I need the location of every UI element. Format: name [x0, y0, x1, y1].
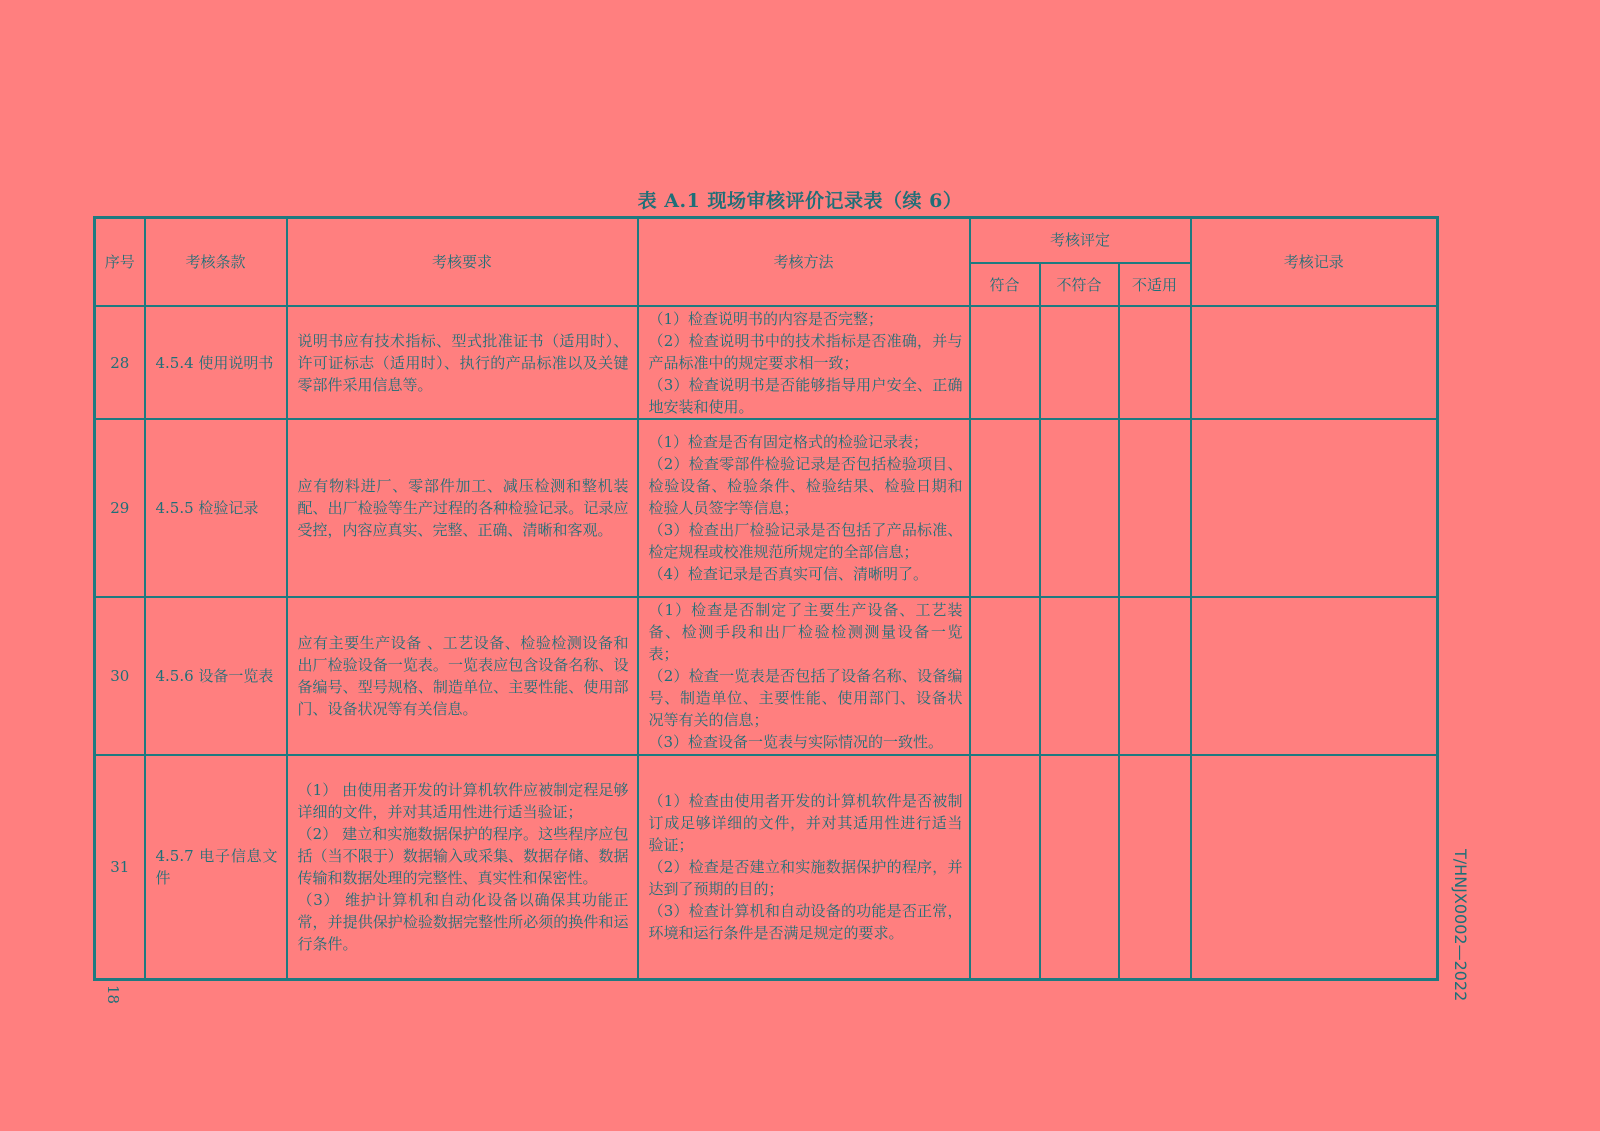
page-number: 18	[104, 985, 122, 1005]
row-conform-cell[interactable]	[970, 755, 1040, 980]
row-seq: 28	[95, 306, 145, 419]
row-not-applicable-cell[interactable]	[1119, 597, 1191, 754]
row-method: （1）检查说明书的内容是否完整； （2）检查说明书中的技术指标是否准确，并与产品标准中的规定要求相一致； （3）检查说明书是否能够指导用户安全、正确地安装和使用。	[638, 306, 970, 419]
row-record-cell[interactable]	[1191, 419, 1438, 597]
row-conform-cell[interactable]	[970, 306, 1040, 419]
row-record-cell[interactable]	[1191, 306, 1438, 419]
row-seq: 31	[95, 755, 145, 980]
header-conform: 符合	[970, 263, 1040, 306]
row-clause: 4.5.7 电子信息文件	[145, 755, 287, 980]
header-evaluation: 考核评定	[970, 218, 1191, 263]
table-title: 表 A.1 现场审核评价记录表（续 6）	[637, 190, 963, 212]
table-row	[95, 597, 1438, 754]
row-not-applicable-cell[interactable]	[1119, 419, 1191, 597]
header-row-1	[95, 218, 1438, 263]
row-nonconform-cell[interactable]	[1040, 755, 1119, 980]
table-row	[95, 755, 1438, 980]
document-code: T/HNJX0002—2022	[1451, 849, 1470, 1002]
row-requirement: 应有物料进厂、零部件加工、减压检测和整机装配、出厂检验等生产过程的各种检验记录。记录应受控，内容应真实、完整、正确、清晰和客观。	[287, 419, 638, 597]
row-nonconform-cell[interactable]	[1040, 419, 1119, 597]
header-not-applicable: 不适用	[1119, 263, 1191, 306]
header-requirement: 考核要求	[287, 218, 638, 307]
table-row	[95, 419, 1438, 597]
row-nonconform-cell[interactable]	[1040, 306, 1119, 419]
row-record-cell[interactable]	[1191, 597, 1438, 754]
row-requirement: （1） 由使用者开发的计算机软件应被制定程足够详细的文件，并对其适用性进行适当验证； （2） 建立和实施数据保护的程序。这些程序应包括（当不限于）数据输入或采集、数据存储、数据传输和数据处理的完整性、真实性和保密性。 （3） 维护计算机和自动化设备以确保其功能正常，并提供保护检验数据完整性所必须的换件和运行条件。	[287, 755, 638, 980]
row-requirement: 应有主要生产设备 、工艺设备、检验检测设备和出厂检验设备一览表。一览表应包含设备名称、设备编号、型号规格、制造单位、主要性能、使用部门、设备状况等有关信息。	[287, 597, 638, 754]
row-clause: 4.5.4 使用说明书	[145, 306, 287, 419]
header-record: 考核记录	[1191, 218, 1438, 307]
header-clause: 考核条款	[145, 218, 287, 307]
row-not-applicable-cell[interactable]	[1119, 306, 1191, 419]
row-record-cell[interactable]	[1191, 755, 1438, 980]
row-method: （1）检查是否制定了主要生产设备、工艺装备、检测手段和出厂检验检测测量设备一览表； （2）检查一览表是否包括了设备名称、设备编号、制造单位、主要性能、使用部门、设备状况等有关的信息； （3）检查设备一览表与实际情况的一致性。	[638, 597, 970, 754]
row-seq: 30	[95, 597, 145, 754]
row-method: （1）检查由使用者开发的计算机软件是否被制订成足够详细的文件，并对其适用性进行适当验证； （2）检查是否建立和实施数据保护的程序，并达到了预期的目的； （3）检查计算机和自动设备的功能是否正常，环境和运行条件是否满足规定的要求。	[638, 755, 970, 980]
row-conform-cell[interactable]	[970, 419, 1040, 597]
row-requirement: 说明书应有技术指标、型式批准证书（适用时）、许可证标志（适用时）、执行的产品标准以及关键零部件采用信息等。	[287, 306, 638, 419]
row-clause: 4.5.6 设备一览表	[145, 597, 287, 754]
row-clause: 4.5.5 检验记录	[145, 419, 287, 597]
table-row	[95, 306, 1438, 419]
row-nonconform-cell[interactable]	[1040, 597, 1119, 754]
row-not-applicable-cell[interactable]	[1119, 755, 1191, 980]
header-method: 考核方法	[638, 218, 970, 307]
row-seq: 29	[95, 419, 145, 597]
row-conform-cell[interactable]	[970, 597, 1040, 754]
audit-table	[93, 216, 1439, 981]
row-method: （1）检查是否有固定格式的检验记录表； （2）检查零部件检验记录是否包括检验项目、检验设备、检验条件、检验结果、检验日期和检验人员签字等信息； （3）检查出厂检验记录是否包括了产品标准、检定规程或校准规范所规定的全部信息； （4）检查记录是否真实可信、清晰明了。	[638, 419, 970, 597]
header-seq: 序号	[95, 218, 145, 307]
header-nonconform: 不符合	[1040, 263, 1119, 306]
